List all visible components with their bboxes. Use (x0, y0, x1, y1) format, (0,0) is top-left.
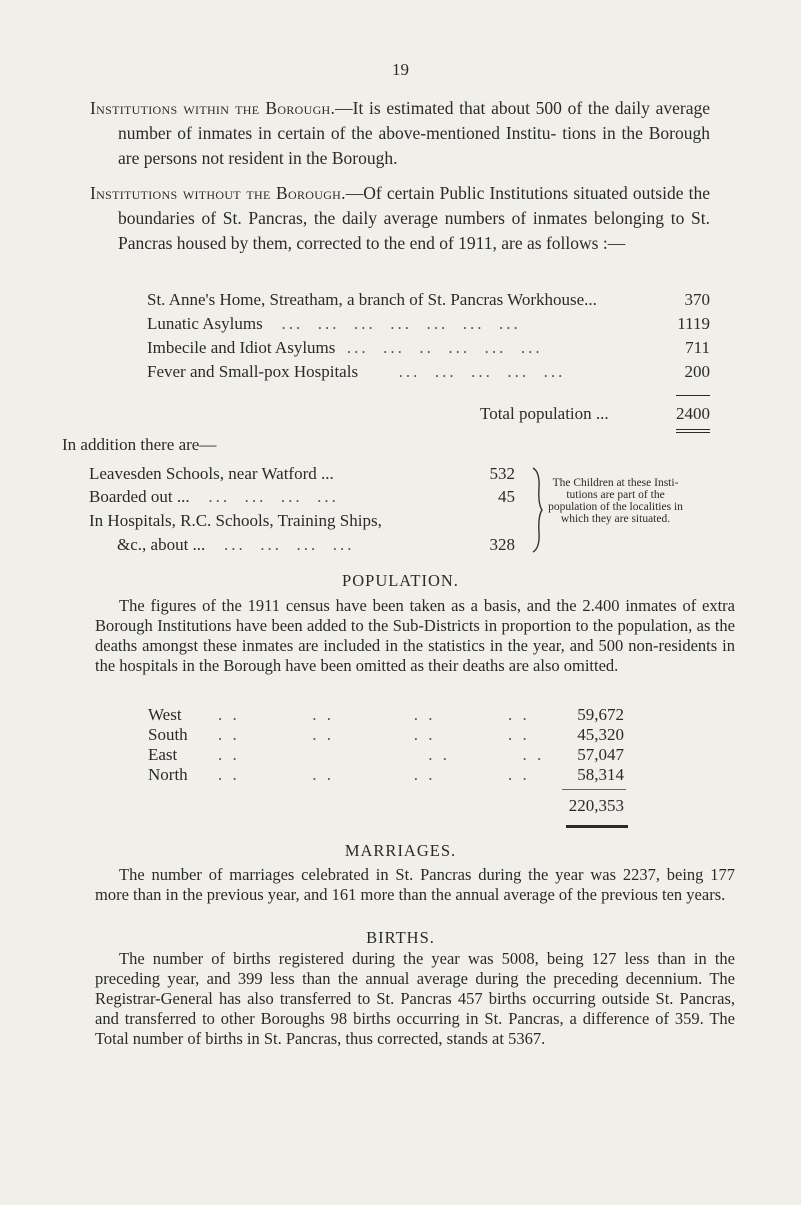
addition-label: In Hospitals, R.C. Schools, Training Ships, (89, 511, 382, 530)
district-value: 59,672 (577, 705, 624, 724)
district-sum-rule (562, 789, 626, 790)
within-paragraph (90, 96, 710, 171)
marriages-text: The number of marriages celebrated in St. Pancras during the year was 2237, being 177 more than in the previous year, and 161 more than the annual average of the previous ten years. (95, 865, 735, 904)
district-name: North (148, 765, 188, 784)
district-name: West (148, 705, 182, 724)
population-text: The figures of the 1911 census have been taken as a basis, and the 2.400 inmates of extra Borough Institutions have been added to the Sub-Districts in proportion to the population, as the deaths amongst these inmates are included in the statistics in the year, and 500 non-residents in the hospitals in the Borough have been omitted as their deaths are also omitted. (95, 596, 735, 675)
institution-row (147, 290, 597, 310)
population-total: 220,353 (568, 796, 624, 815)
sum-rule (676, 395, 710, 396)
district-dots: . . . . . . . . (218, 765, 530, 784)
addition-value: 45 (498, 487, 515, 506)
births-heading: BIRTHS. (366, 928, 435, 947)
addition-label: Leavesden Schools, near Watford ... (89, 464, 334, 483)
institution-label: Lunatic Asylums (147, 314, 263, 333)
district-name: East (148, 745, 178, 764)
district-dots: . . . . . . . . (218, 705, 530, 724)
within-heading: Institutions within the Borough. (90, 98, 336, 118)
births-text: The number of births registered during the year was 5008, being 127 less than in the preceding year, and 399 less than the annual average during the preceding decennium. The Registrar-General has also transferred to St. Pancras 457 births occurring outside St. Pancras, and transferred to other Boroughs 98 births occurring in St. Pancras, a difference of 359. The Total number of births in St. Pancras, thus corrected, stands at 5367. (95, 949, 735, 1048)
addition-value: 532 (489, 464, 515, 483)
district-value: 45,320 (577, 725, 624, 744)
institution-value: 370 (684, 290, 710, 309)
total-label: Total population ... (480, 404, 609, 423)
institution-value: 1119 (677, 314, 710, 333)
district-name: South (148, 725, 188, 744)
total-value: 2400 (676, 404, 710, 423)
population-heading: POPULATION. (342, 571, 459, 590)
district-value: 57,047 (577, 745, 624, 764)
institution-label: Fever and Small-pox Hospitals (147, 362, 359, 381)
total-double-rule (676, 429, 710, 430)
district-dots: . . . . . . (218, 745, 545, 764)
without-heading: Institutions without the Borough. (90, 183, 346, 203)
without-text: —Of certain Public Institutions situated outside the boundaries of St. Pancras, the daily average numbers of inmates belonging to St. Pancras housed by them, corrected to the end of 1911, are as follows :— (118, 183, 710, 253)
addition-value: 328 (489, 535, 515, 554)
within-text: —It is estimated that about 500 of the daily average number of inmates in certain of the above-mentioned Institu- tions in the Borough are persons not resident in the Borough. (118, 98, 710, 168)
addition-label: &c., about ... ... ... ... ... (117, 535, 355, 554)
brace-icon (530, 466, 544, 554)
institution-label: Imbecile and Idiot Asylums (147, 338, 336, 357)
institution-row: Imbecile and Idiot Asylums ... ... .. ... ... ... (147, 338, 543, 357)
institution-row: Fever and Small-pox Hospitals ... ... ... ... ... (147, 362, 566, 381)
addition-label: Boarded out ... ... ... ... ... (89, 487, 339, 506)
marriages-heading: MARRIAGES. (344, 841, 457, 860)
district-dots: . . . . . . . . (218, 725, 530, 744)
population-total-rule (566, 825, 628, 828)
institution-row: Lunatic Asylums ... ... ... ... ... ... ... (147, 314, 521, 333)
district-value: 58,314 (577, 765, 624, 784)
institution-value: 711 (685, 338, 710, 357)
institution-label: St. Anne's Home, Streatham, a branch of St. Pancras Workhouse... (147, 290, 597, 309)
without-paragraph (90, 181, 710, 256)
institution-value: 200 (684, 362, 710, 381)
addition-note: The Children at these Insti- tutions are part of the population of the localities in which they are situated. (548, 477, 683, 525)
addition-intro: In addition there are— (62, 435, 217, 454)
page-number: 19 (392, 60, 409, 79)
total-double-rule (676, 432, 710, 433)
